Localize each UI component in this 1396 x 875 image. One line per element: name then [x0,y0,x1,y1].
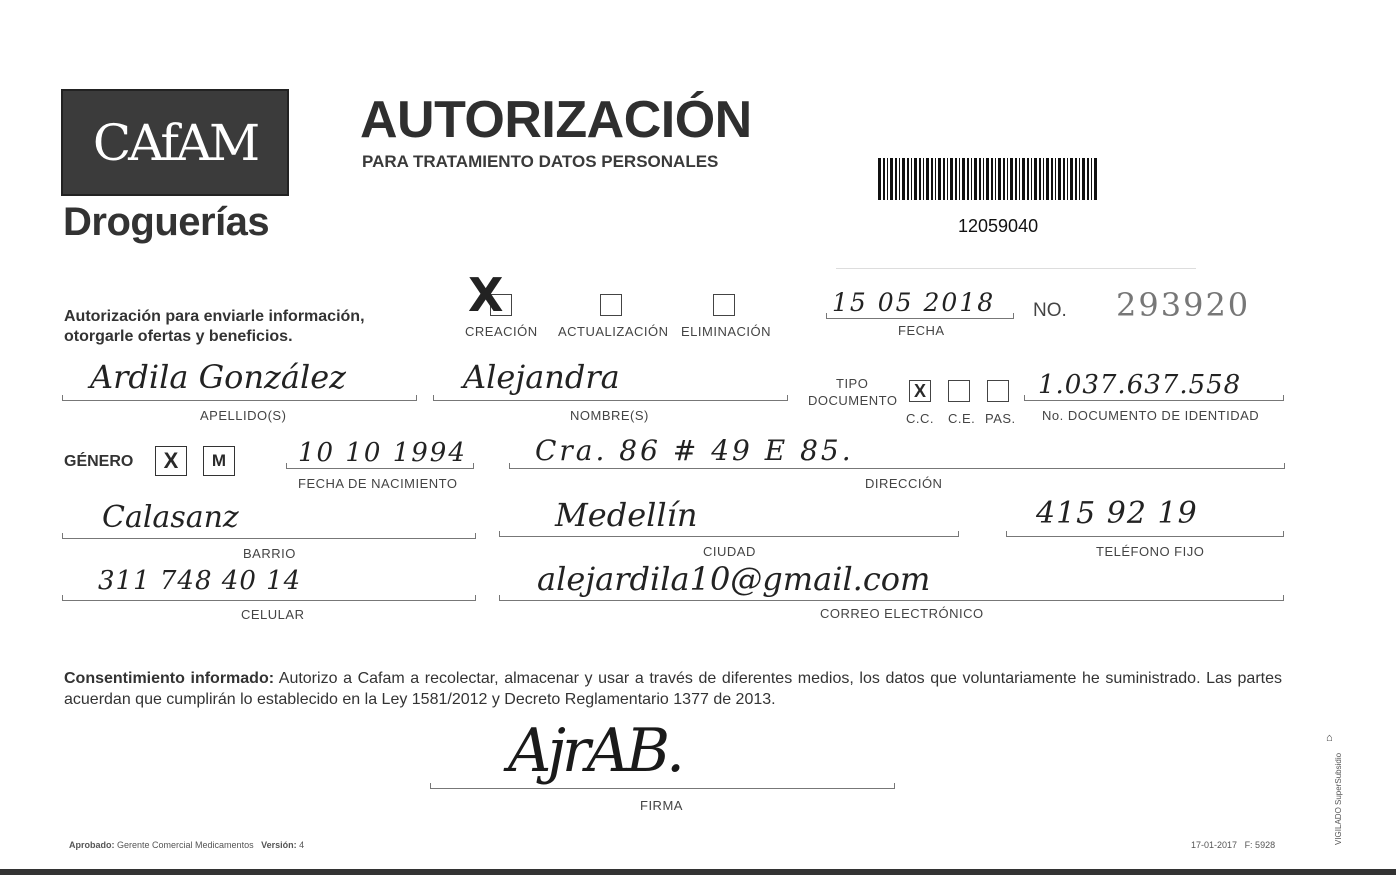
barcode-bar [986,158,989,200]
footer-form-code: F: 5928 [1244,840,1276,850]
barcode-bar [1075,158,1077,200]
barcode-bar [1027,158,1029,200]
barcode-number: 12059040 [958,216,1039,236]
ciudad-label: CIUDAD [703,544,756,559]
barrio-field[interactable] [62,500,476,539]
apellidos-label: APELLIDO(S) [200,408,287,423]
no-label: NO. [1033,300,1067,321]
logo-subtitle: Droguerías [63,200,270,244]
fecha-field[interactable] [826,288,1014,319]
genero-m-label: M [211,451,227,470]
creacion-mark: X [468,268,504,322]
celular-field[interactable] [62,566,476,601]
eliminacion-checkbox[interactable] [713,294,735,316]
barrio-value: Calasanz [102,500,239,535]
nombres-value: Alejandra [463,358,620,396]
form-title: AUTORIZACIÓN [360,91,752,149]
barcode-bar [1063,158,1065,200]
barcode-bar [895,158,897,200]
footer-approval [69,840,304,850]
barcode-bar [938,158,941,200]
firma-field[interactable] [430,760,895,789]
barcode-bar [962,158,965,200]
nacimiento-label: FECHA DE NACIMIENTO [298,476,458,491]
genero-f-checkbox[interactable] [155,446,187,476]
barcode-bar [1091,158,1092,200]
signature: AjrAB. [508,716,682,786]
eliminacion-label: ELIMINACIÓN [681,324,772,339]
correo-field[interactable] [499,560,1284,601]
cc-mark: X [913,380,926,401]
correo-value: alejardila10@gmail.com [537,560,931,598]
side-text: VIGILADO SuperSubsidio [1334,752,1343,845]
direccion-label: DIRECCIÓN [865,476,943,491]
pas-label: PAS. [985,411,1016,426]
creacion-label: CREACIÓN [465,324,538,339]
barcode-bar [902,158,905,200]
aprobado-label: Aprobado: [69,840,115,850]
barcode-bar [974,158,977,200]
fecha-value: 15 05 2018 [832,288,996,317]
barcode-bar [926,158,929,200]
barcode-bar [907,158,909,200]
tipo-label: TIPO [836,376,869,391]
barcode-bar [1070,158,1073,200]
barcode-bar [955,158,957,200]
telefono-field[interactable] [1006,496,1284,537]
barcode-bar [971,158,972,200]
telefono-label: TELÉFONO FIJO [1096,544,1205,559]
genero-m-checkbox[interactable] [203,446,235,476]
documento-number-label: No. DOCUMENTO DE IDENTIDAD [1042,408,1260,423]
direccion-value: Cra. 86 # 49 E 85. [535,434,854,467]
telefono-value: 415 92 19 [1036,496,1198,531]
barcode-bar [983,158,984,200]
genero-label: GÉNERO [64,453,134,470]
aprobado-value: Gerente Comercial Medicamentos [117,840,254,850]
barcode-bar [1019,158,1020,200]
barcode-bar [1079,158,1080,200]
barcode-bar [1082,158,1085,200]
barcode-bar [914,158,917,200]
apellidos-field[interactable] [62,358,417,401]
barcode-bar [1003,158,1005,200]
version-label: Versión: [261,840,297,850]
barcode-bar [899,158,900,200]
direccion-field[interactable] [509,434,1285,469]
nombres-label: NOMBRE(S) [570,408,649,423]
ce-label: C.E. [948,411,976,426]
nacimiento-field[interactable] [286,438,474,469]
barcode [878,158,1098,200]
ciudad-value: Medellín [555,496,698,534]
form-subtitle: PARA TRATAMIENTO DATOS PERSONALES [362,152,719,171]
barcode-bar [1067,158,1068,200]
barcode-bar [1051,158,1053,200]
divider [836,268,1196,269]
footer-date: 17-01-2017 [1191,840,1238,850]
form-number: 293920 [1116,286,1251,324]
firma-label: FIRMA [640,798,683,813]
barcode-bar [1022,158,1025,200]
barcode-bar [931,158,933,200]
documento-field[interactable] [1024,370,1284,401]
barcode-bar [911,158,912,200]
actualizacion-checkbox[interactable] [600,294,622,316]
barcode-bar [1046,158,1049,200]
actualizacion-label: ACTUALIZACIÓN [558,324,669,339]
barcode-bar [991,158,993,200]
barcode-bar [919,158,921,200]
barcode-bar [1094,158,1097,200]
barcode-bar [935,158,936,200]
barcode-bar [950,158,953,200]
barrio-label: BARRIO [243,546,296,561]
barcode-bar [1039,158,1041,200]
version-value: 4 [299,840,305,850]
barcode-bar [1010,158,1013,200]
celular-value: 311 748 40 14 [98,566,302,596]
barcode-bar [967,158,969,200]
genero-f-mark: X [163,448,179,473]
barcode-bar [1031,158,1032,200]
nombres-field[interactable] [433,358,788,401]
consent-bold: Consentimiento informado: [64,670,275,687]
barcode-bar [1034,158,1037,200]
footer-code [1191,840,1275,850]
barcode-bar [943,158,945,200]
intro-line-2: otorgarle ofertas y beneficios. [64,328,293,345]
barcode-bar [887,158,888,200]
barcode-bar [1007,158,1008,200]
intro-line-1: Autorización para enviarle información, [64,308,365,325]
intro-text [64,307,365,347]
cc-checkbox[interactable] [909,380,931,402]
apellidos-value: Ardila González [90,358,347,396]
cafam-logo [61,89,289,196]
logo-brand: CAfAM [92,113,258,172]
barcode-bar [947,158,948,200]
nacimiento-value: 10 10 1994 [298,438,467,468]
barcode-bar [1015,158,1017,200]
barcode-bar [1058,158,1061,200]
consent-paragraph [64,668,1282,710]
barcode-bar [1087,158,1089,200]
barcode-bar [883,158,885,200]
barcode-bar [890,158,893,200]
barcode-bar [959,158,960,200]
documento-value: 1.037.637.558 [1038,370,1242,400]
barcode-bar [878,158,881,200]
celular-label: CELULAR [241,607,305,622]
barcode-bar [998,158,1001,200]
barcode-bar [995,158,996,200]
cc-label: C.C. [906,411,934,426]
barcode-bar [979,158,981,200]
bottom-border [0,869,1396,875]
ce-checkbox[interactable] [948,380,970,402]
supersubsidio-icon: ⌂ [1326,732,1333,744]
ciudad-field[interactable] [499,496,959,537]
documento-label: DOCUMENTO [808,393,898,408]
barcode-bar [1043,158,1044,200]
pas-checkbox[interactable] [987,380,1009,402]
barcode-bar [923,158,924,200]
barcode-bar [1055,158,1056,200]
fecha-label: FECHA [898,323,945,338]
correo-label: CORREO ELECTRÓNICO [820,606,984,621]
consent-text: Autorizo a Cafam a recolectar, almacenar y usar a través de diferentes medios, los datos que voluntariamente he suministrado. Las partes acuerdan que cumplirán lo establecido en la Ley 1581/2012 y Decreto Reglamentario 1377 de 2013. [64,670,1282,708]
